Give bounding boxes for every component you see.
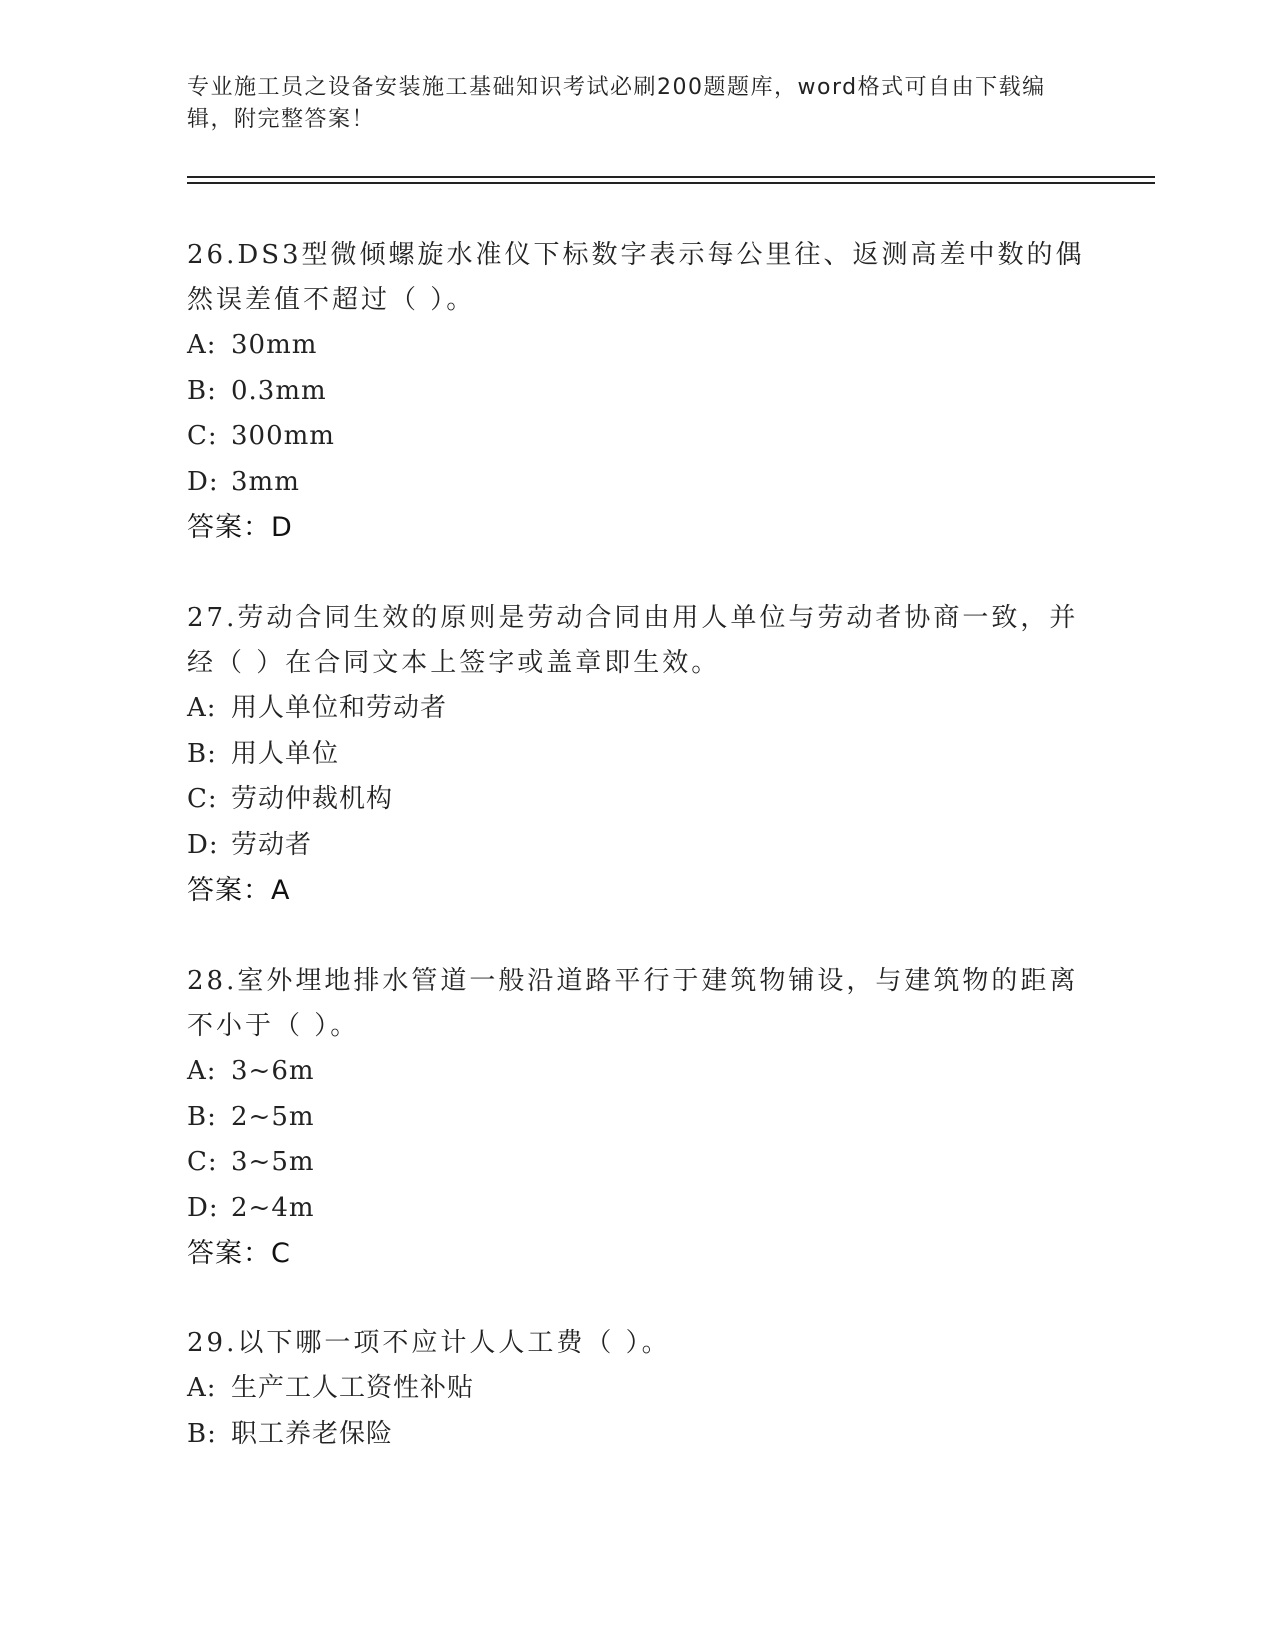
question-26	[187, 233, 1087, 551]
question-stem: 29.以下哪一项不应计人人工费（ ）。	[187, 1328, 671, 1358]
option-key: B:	[187, 1101, 217, 1132]
option-b	[187, 732, 1087, 778]
option-key: C:	[187, 421, 218, 451]
option-text: 用人单位和劳动者	[231, 693, 448, 723]
option-a	[187, 1366, 1087, 1412]
option-key: B:	[187, 738, 217, 769]
document-header: 专业施工员之设备安装施工基础知识考试必刷200题题库，word格式可自由下载编辑，附完整答案！	[187, 75, 1046, 132]
option-key: B:	[187, 1418, 217, 1449]
answer: 答案：C	[187, 1238, 291, 1269]
option-a	[187, 323, 1087, 369]
option-text: 3~6m	[231, 1056, 315, 1086]
option-key: D:	[187, 1192, 219, 1223]
option-list	[187, 686, 1087, 868]
option-text: 用人单位	[231, 738, 340, 769]
option-text: 3~5m	[231, 1147, 315, 1177]
option-list	[187, 1049, 1087, 1231]
question-29	[187, 1321, 1087, 1457]
option-text: 3mm	[231, 466, 300, 497]
header-divider-top	[187, 176, 1155, 178]
option-text: 生产工人工资性补贴	[231, 1373, 475, 1403]
option-c	[187, 1140, 1087, 1186]
option-c	[187, 777, 1087, 823]
option-text: 劳动仲裁机构	[231, 784, 394, 814]
option-text: 30mm	[231, 330, 318, 360]
question-stem: 28.室外埋地排水管道一般沿道路平行于建筑物铺设，与建筑物的距离不小于（ ）。	[187, 966, 1079, 1041]
option-key: A:	[187, 693, 217, 723]
option-key: D:	[187, 466, 219, 497]
question-stem: 27.劳动合同生效的原则是劳动合同由用人单位与劳动者协商一致，并经（ ）在合同文本上签字或盖章即生效。	[187, 603, 1079, 678]
question-28	[187, 959, 1087, 1277]
option-key: A:	[187, 330, 217, 360]
option-key: C:	[187, 784, 218, 814]
header-divider-bottom	[187, 182, 1155, 184]
option-d	[187, 823, 1087, 869]
option-key: D:	[187, 829, 219, 860]
option-list	[187, 323, 1087, 505]
option-d	[187, 1186, 1087, 1232]
answer: 答案：D	[187, 512, 293, 543]
option-a	[187, 1049, 1087, 1095]
option-b	[187, 1095, 1087, 1141]
option-key: A:	[187, 1373, 217, 1403]
option-b	[187, 369, 1087, 415]
option-text: 300mm	[231, 421, 335, 451]
option-b	[187, 1412, 1087, 1458]
question-27	[187, 596, 1087, 914]
option-text: 0.3mm	[231, 375, 327, 406]
option-list	[187, 1366, 1087, 1457]
option-text: 2~5m	[231, 1101, 315, 1132]
option-text: 职工养老保险	[231, 1418, 394, 1449]
option-key: C:	[187, 1147, 218, 1177]
question-stem: 26.DS3型微倾螺旋水准仪下标数字表示每公里往、返测高差中数的偶然误差值不超过（ ）。	[187, 240, 1085, 315]
option-c	[187, 414, 1087, 460]
answer: 答案：A	[187, 875, 291, 906]
option-key: B:	[187, 375, 217, 406]
option-a	[187, 686, 1087, 732]
option-text: 劳动者	[231, 829, 313, 860]
option-text: 2~4m	[231, 1192, 315, 1223]
option-d	[187, 460, 1087, 506]
option-key: A:	[187, 1056, 217, 1086]
